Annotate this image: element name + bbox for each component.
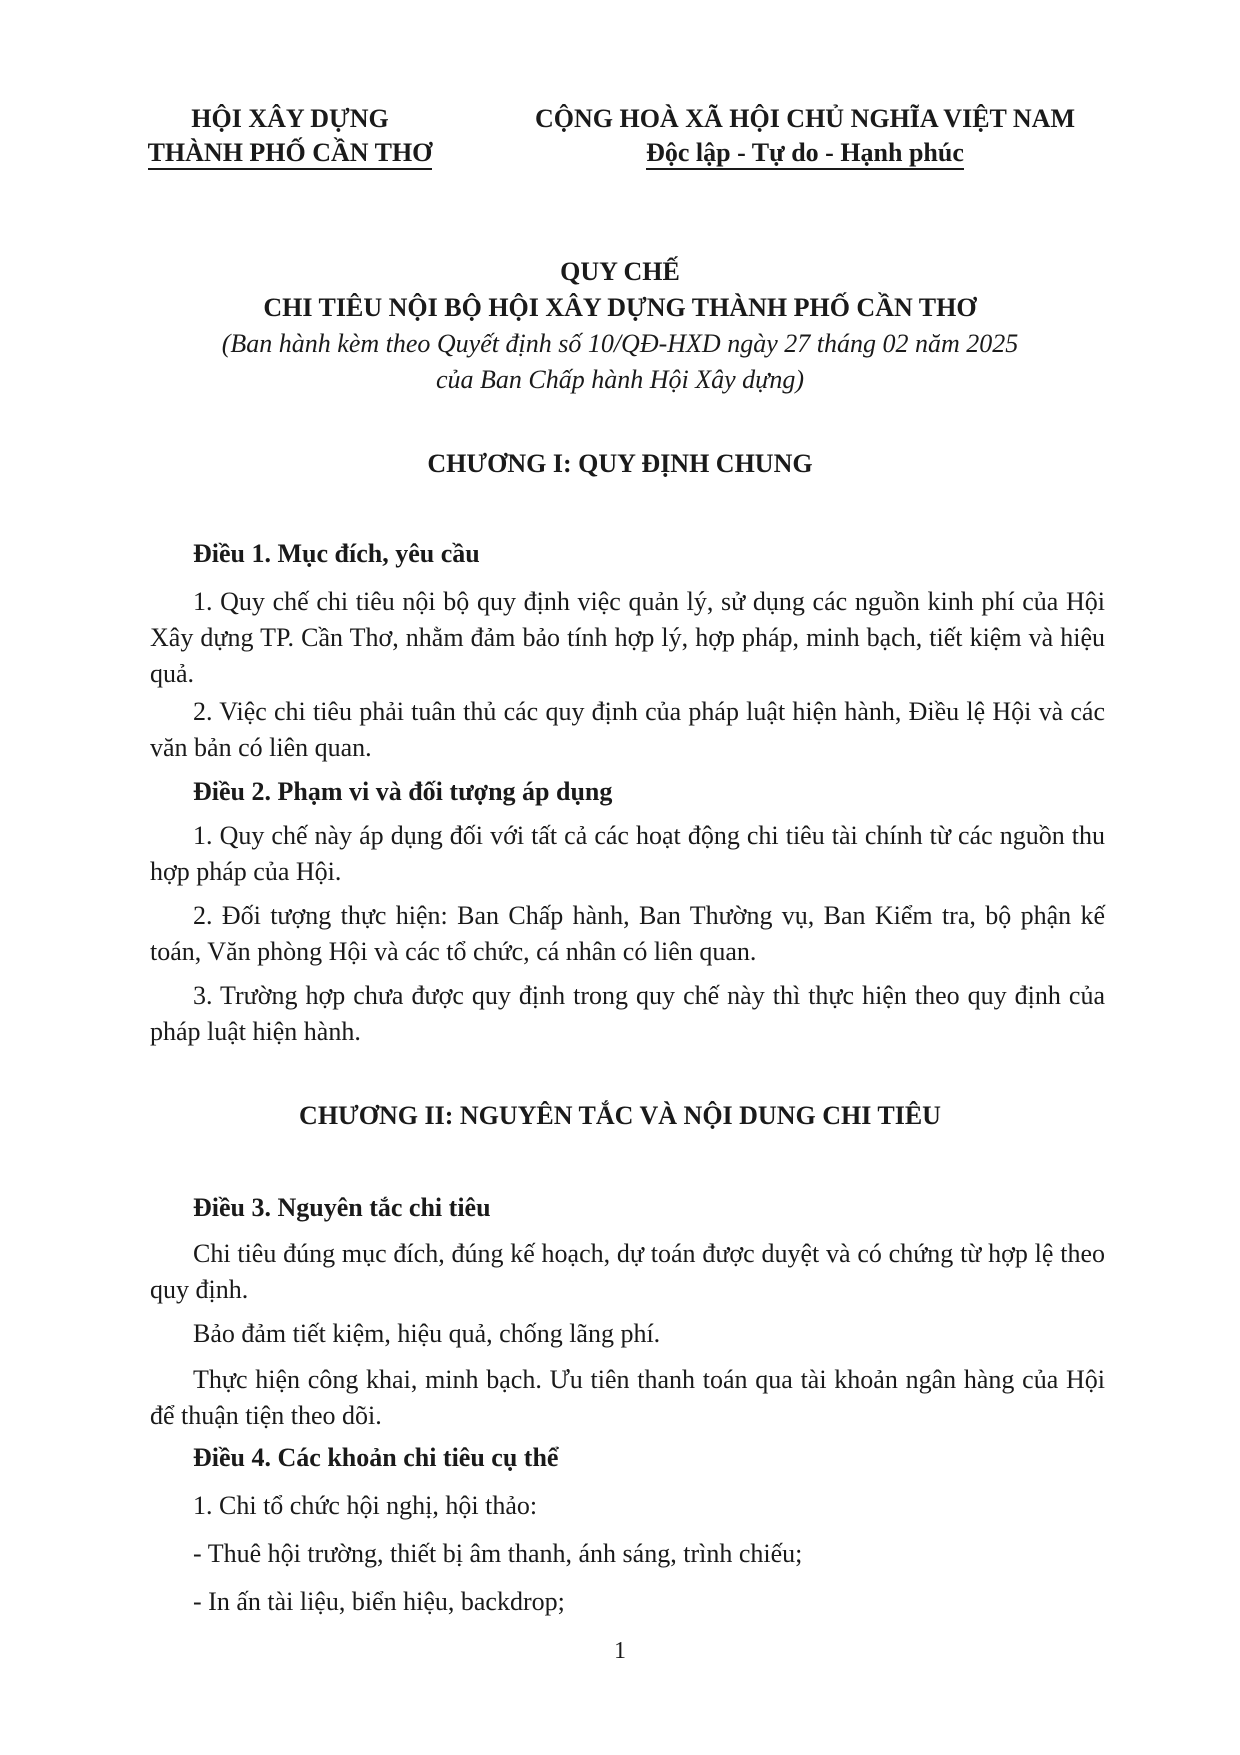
article-3-heading: Điều 3. Nguyên tắc chi tiêu (193, 1193, 491, 1222)
article-2-paragraph-1 (150, 818, 1105, 890)
article-2-paragraph-1-text: 1. Quy chế này áp dụng đối với tất cả các hoạt động chi tiêu tài chính từ các nguồn thu hợp pháp của Hội. (150, 821, 1105, 886)
article-4-heading: Điều 4. Các khoản chi tiêu cụ thể (193, 1443, 559, 1472)
org-name-line2: THÀNH PHỐ CẦN THƠ (148, 138, 433, 170)
article-3-paragraph-2: Bảo đảm tiết kiệm, hiệu quả, chống lãng phí. (193, 1319, 661, 1348)
article-1-paragraph-2-text: 2. Việc chi tiêu phải tuân thủ các quy định của pháp luật hiện hành, Điều lệ Hội và các văn bản có liên quan. (150, 697, 1105, 762)
national-header (480, 102, 1130, 170)
article-3-paragraph-3 (150, 1362, 1105, 1434)
article-2-heading: Điều 2. Phạm vi và đối tượng áp dụng (193, 777, 613, 806)
article-4-list-item-2: - In ấn tài liệu, biển hiệu, backdrop; (193, 1587, 565, 1616)
chapter-2-heading: CHƯƠNG II: NGUYÊN TẮC VÀ NỘI DUNG CHI TIÊU (299, 1101, 941, 1130)
article-4-list-item-1: - Thuê hội trường, thiết bị âm thanh, ánh sáng, trình chiếu; (193, 1539, 803, 1568)
article-4-paragraph-1: 1. Chi tổ chức hội nghị, hội thảo: (193, 1491, 538, 1520)
document-subtitle: CHI TIÊU NỘI BỘ HỘI XÂY DỰNG THÀNH PHỐ CẦN THƠ (263, 293, 977, 322)
article-2-paragraph-2 (150, 898, 1105, 970)
document-title-block (130, 254, 1110, 398)
page-number: 1 (614, 1638, 626, 1664)
article-1-paragraph-2 (150, 694, 1105, 766)
issuance-note-line2: của Ban Chấp hành Hội Xây dựng) (435, 365, 805, 394)
organization-header (130, 102, 450, 170)
chapter-1-heading: CHƯƠNG I: QUY ĐỊNH CHUNG (427, 449, 813, 478)
national-motto: Độc lập - Tự do - Hạnh phúc (646, 138, 964, 170)
article-3-paragraph-3-text: Thực hiện công khai, minh bạch. Ưu tiên thanh toán qua tài khoản ngân hàng của Hội để thuận tiện theo dõi. (150, 1365, 1105, 1430)
issuance-note-line1: (Ban hành kèm theo Quyết định số 10/QĐ-HXD ngày 27 tháng 02 năm 2025 (221, 329, 1019, 358)
article-3-paragraph-1-text: Chi tiêu đúng mục đích, đúng kế hoạch, dự toán được duyệt và có chứng từ hợp lệ theo quy định. (150, 1239, 1105, 1304)
article-2-paragraph-3-text: 3. Trường hợp chưa được quy định trong quy chế này thì thực hiện theo quy định của pháp luật hiện hành. (150, 981, 1105, 1046)
article-2-paragraph-2-text: 2. Đối tượng thực hiện: Ban Chấp hành, Ban Thường vụ, Ban Kiểm tra, bộ phận kế toán, Văn phòng Hội và các tổ chức, cá nhân có liên quan. (150, 901, 1105, 966)
document-title: QUY CHẾ (560, 257, 680, 286)
article-2-paragraph-3 (150, 978, 1105, 1050)
national-title: CỘNG HOÀ XÃ HỘI CHỦ NGHĨA VIỆT NAM (534, 104, 1076, 133)
article-1-paragraph-1-text: 1. Quy chế chi tiêu nội bộ quy định việc quản lý, sử dụng các nguồn kinh phí của Hội Xây dựng TP. Cần Thơ, nhằm đảm bảo tính hợp lý, hợp pháp, minh bạch, tiết kiệm và hiệu quả. (150, 587, 1105, 688)
org-name-line1: HỘI XÂY DỰNG (191, 104, 389, 133)
article-1-paragraph-1 (150, 584, 1105, 692)
article-3-paragraph-1 (150, 1236, 1105, 1308)
article-1-heading: Điều 1. Mục đích, yêu cầu (193, 539, 480, 568)
